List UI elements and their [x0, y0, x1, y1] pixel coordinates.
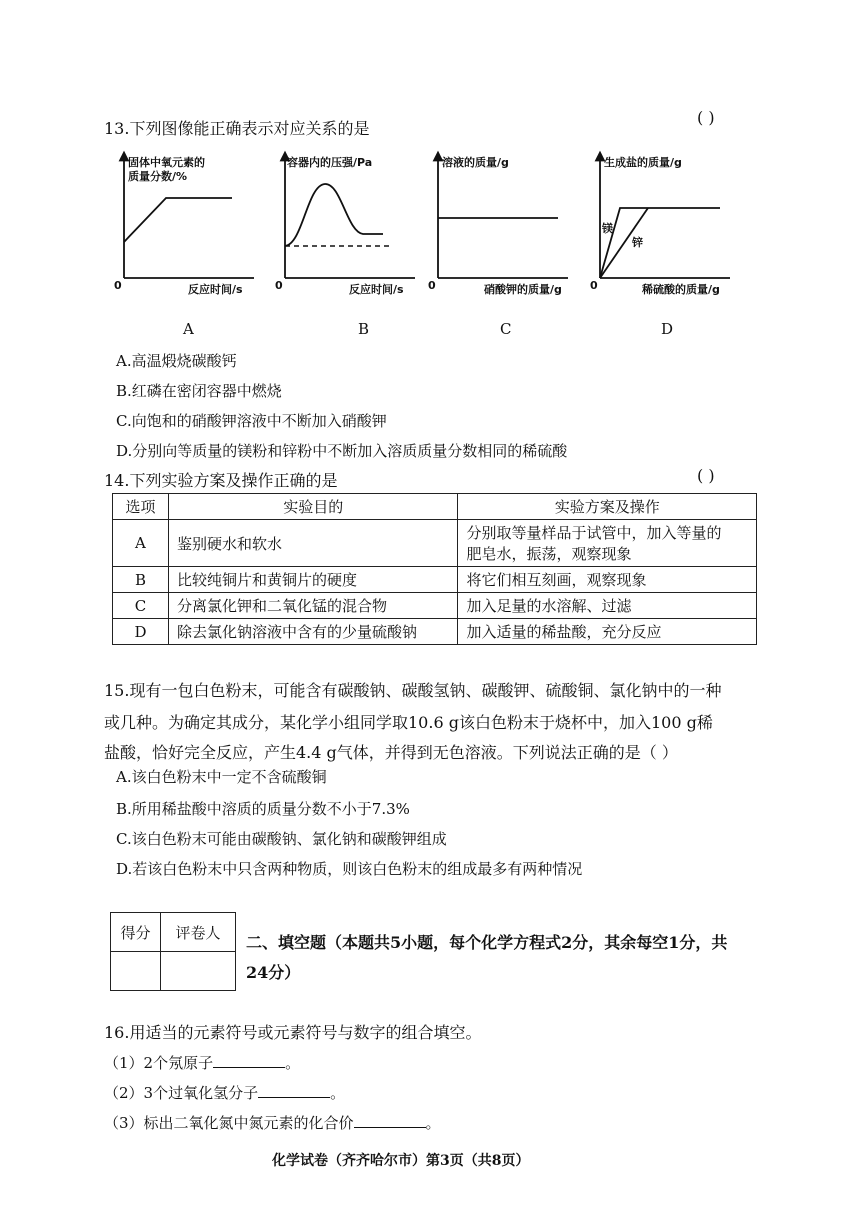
score-box — [110, 912, 236, 991]
q16-item-1 — [104, 1052, 300, 1073]
table-cell-option: B — [113, 567, 169, 593]
graph-d-xlabel: 稀硫酸的质量/g — [642, 283, 720, 296]
graph-d-curve-label-mg: 镁 — [602, 222, 613, 235]
q16-item-1-end: 。 — [285, 1054, 301, 1072]
graph-d-curve-label-zn: 锌 — [632, 236, 643, 249]
graph-d-letter: D — [661, 320, 674, 338]
q15-option-b: B.所用稀盐酸中溶质的质量分数不小于7.3% — [116, 800, 410, 818]
graph-a-ylabel-2: 质量分数/% — [128, 170, 188, 183]
table-cell-plan: 加入适量的稀盐酸，充分反应 — [458, 619, 757, 645]
q15-option-d: D.若该白色粉末中只含两种物质，则该白色粉末的组成最多有两种情况 — [116, 860, 583, 878]
grader-label: 评卷人 — [161, 913, 236, 952]
graph-b-svg — [265, 150, 425, 300]
table-cell-option: D — [113, 619, 169, 645]
q16-item-2-text: （2）3个过氧化氢分子 — [104, 1084, 259, 1102]
graph-d-ylabel: 生成盐的质量/g — [604, 156, 682, 169]
q16-stem: 16.用适当的元素符号或元素符号与数字的组合填空。 — [104, 1023, 482, 1042]
graph-c-xlabel: 硝酸钾的质量/g — [484, 283, 562, 296]
section2-title-line-2: 24分） — [246, 963, 301, 982]
q15-line-3: 盐酸，恰好完全反应，产生4.4 g气体，并得到无色溶液。下列说法正确的是（ ） — [104, 743, 678, 762]
graph-b-xlabel: 反应时间/s — [349, 283, 404, 296]
score-label: 得分 — [111, 913, 161, 952]
graph-b-curve — [285, 184, 383, 246]
q16-item-2-blank[interactable] — [258, 1083, 330, 1098]
table-header-plan: 实验方案及操作 — [458, 494, 757, 520]
graph-c — [418, 150, 578, 300]
graph-a-xlabel: 反应时间/s — [188, 283, 243, 296]
table-cell-purpose: 除去氯化钠溶液中含有的少量硫酸钠 — [168, 619, 458, 645]
table-row — [113, 520, 757, 567]
table-cell-plan-line-1: 分别取等量样品于试管中，加入等量的 — [466, 524, 722, 542]
q16-item-3-text: （3）标出二氧化氮中氮元素的化合价 — [104, 1114, 354, 1132]
graph-c-ylabel: 溶液的质量/g — [442, 156, 509, 169]
q15-line-2: 或几种。为确定其成分，某化学小组同学取10.6 g该白色粉末于烧杯中，加入100 g稀 — [104, 713, 713, 732]
section2-title-line-1: 二、填空题（本题共5小题，每个化学方程式2分，其余每空1分，共 — [246, 933, 728, 952]
table-cell-purpose: 比较纯铜片和黄铜片的硬度 — [168, 567, 458, 593]
q13-option-d: D.分别向等质量的镁粉和锌粉中不断加入溶质质量分数相同的稀硫酸 — [116, 442, 568, 460]
q16-item-3-end: 。 — [425, 1114, 441, 1132]
q15-line-1: 15.现有一包白色粉末，可能含有碳酸钠、碳酸氢钠、碳酸钾、硫酸铜、氯化钠中的一种 — [104, 681, 722, 700]
graph-b-letter: B — [358, 320, 370, 338]
table-header-row — [113, 494, 757, 520]
graph-c-letter: C — [500, 320, 512, 338]
graph-a-curve — [124, 198, 232, 242]
q16-item-2 — [104, 1082, 345, 1103]
table-row — [113, 593, 757, 619]
experiment-table — [112, 493, 757, 645]
graph-a-letter: A — [183, 320, 194, 338]
q16-item-3-blank[interactable] — [354, 1113, 426, 1128]
table-cell-option: A — [113, 520, 169, 567]
q13-answer-paren: ( ) — [697, 108, 715, 127]
table-cell-option: C — [113, 593, 169, 619]
table-header-purpose: 实验目的 — [168, 494, 458, 520]
graph-d-curve-mg — [600, 208, 720, 278]
q16-item-1-text: （1）2个氖原子 — [104, 1054, 214, 1072]
page-footer: 化学试卷（齐齐哈尔市）第3页（共8页） — [272, 1153, 530, 1169]
graph-c-origin: 0 — [428, 279, 436, 292]
graph-d — [580, 150, 745, 300]
q16-item-3 — [104, 1112, 441, 1133]
graph-a — [104, 150, 264, 300]
table-cell-plan: 将它们相互刻画，观察现象 — [458, 567, 757, 593]
q13-option-c: C.向饱和的硝酸钾溶液中不断加入硝酸钾 — [116, 412, 387, 430]
graph-c-svg — [418, 150, 578, 300]
graph-a-ylabel-1: 固体中氧元素的 — [128, 156, 205, 169]
q13-stem: 13.下列图像能正确表示对应关系的是 — [104, 119, 370, 138]
q13-option-b: B.红磷在密闭容器中燃烧 — [116, 382, 282, 400]
q16-item-2-end: 。 — [330, 1084, 346, 1102]
graph-a-origin: 0 — [114, 279, 122, 292]
table-header-option: 选项 — [113, 494, 169, 520]
graph-d-origin: 0 — [590, 279, 598, 292]
q14-answer-paren: ( ) — [697, 466, 715, 485]
score-field[interactable] — [111, 952, 161, 991]
q15-option-c: C.该白色粉末可能由碳酸钠、氯化钠和碳酸钾组成 — [116, 830, 447, 848]
q16-item-1-blank[interactable] — [213, 1053, 285, 1068]
q14-stem: 14.下列实验方案及操作正确的是 — [104, 471, 338, 490]
table-cell-purpose: 分离氯化钾和二氧化锰的混合物 — [168, 593, 458, 619]
graph-b-ylabel: 容器内的压强/Pa — [287, 156, 373, 169]
graph-b-origin: 0 — [275, 279, 283, 292]
table-cell-plan-line-2: 肥皂水，振荡，观察现象 — [466, 545, 632, 563]
table-cell-plan: 加入足量的水溶解、过滤 — [458, 593, 757, 619]
table-cell-plan — [458, 520, 757, 567]
table-cell-purpose: 鉴别硬水和软水 — [168, 520, 458, 567]
graph-b — [265, 150, 425, 300]
q15-option-a: A.该白色粉末中一定不含硫酸铜 — [116, 768, 327, 786]
grader-field[interactable] — [161, 952, 236, 991]
q13-option-a: A.高温煅烧碳酸钙 — [116, 352, 237, 370]
table-row — [113, 567, 757, 593]
table-row — [113, 619, 757, 645]
